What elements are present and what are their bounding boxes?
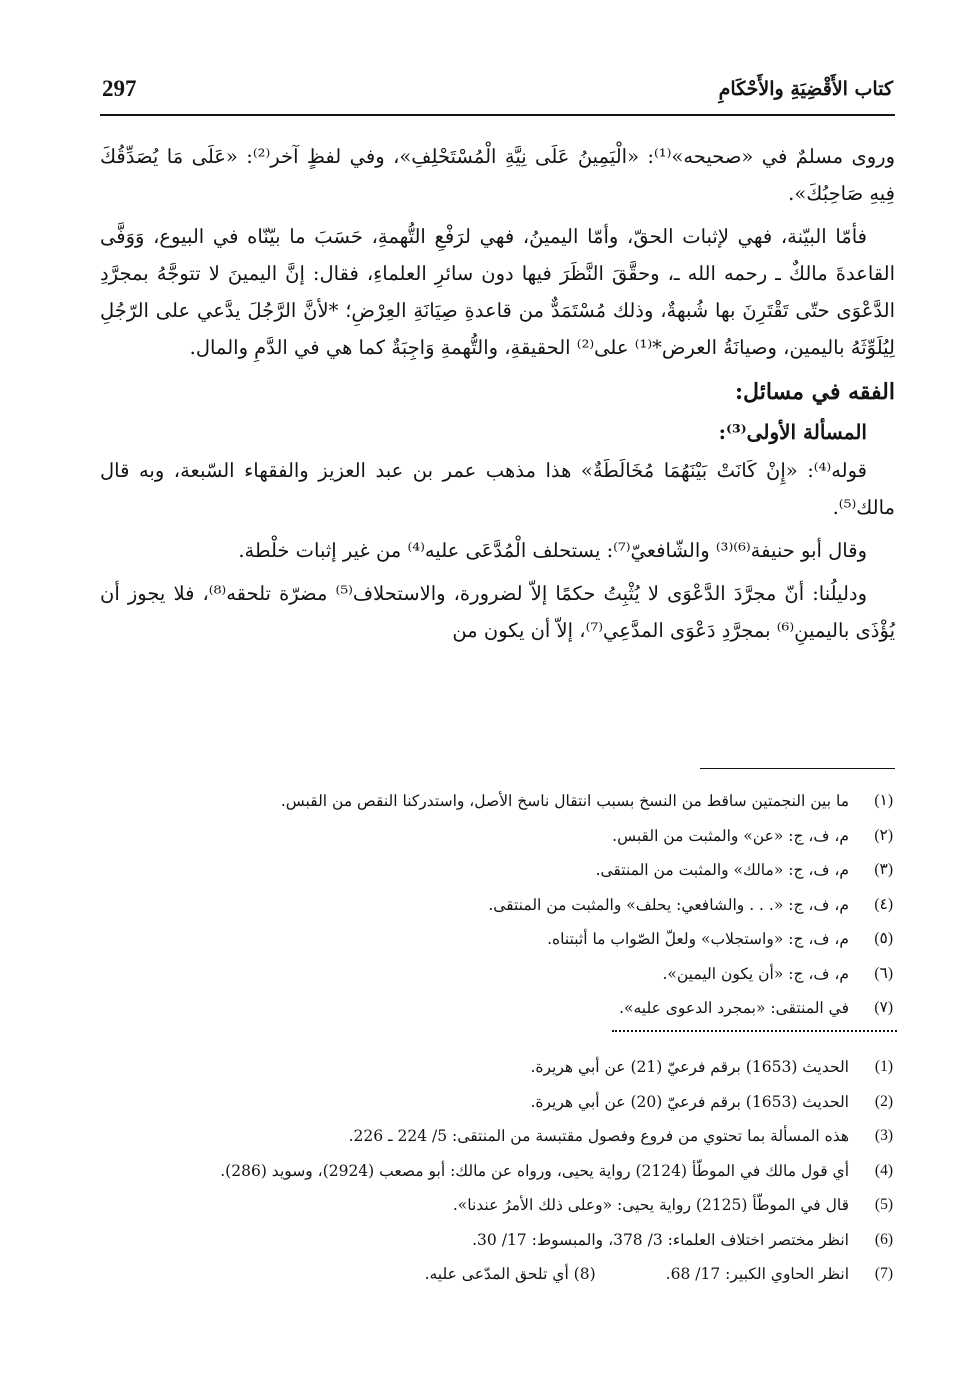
page-header (100, 74, 895, 116)
footnote (100, 1257, 893, 1292)
paragraph: وروى مسلمٌ في «صحيحه»⁽¹⁾: «الْيَمِينُ عَلَى نِيَّةِ الْمُسْتَحْلِفِ»، وفي لفظٍ آخر⁽²⁾: «عَلَى مَا يُصَدِّقُكَ فِيهِ صَاحِبُكَ». (100, 145, 895, 205)
footnote (100, 1223, 893, 1258)
footnote (100, 853, 893, 888)
footnote (100, 888, 893, 923)
footnote-text: الحديث (1653) برقم فرعيّ (20) عن أبي هريرة. (530, 1092, 849, 1111)
footnote-separator (700, 768, 895, 769)
section-heading: الفقه في مسائل: (734, 379, 895, 405)
paragraph: ودليلُنا: أنّ مجرَّدَ الدَّعْوَى لا يُثْبِتُ حكمًا إلاّ لضرورة، والاستحلاف⁽⁵⁾ مضرّة تلحقه⁽⁸⁾، فلا يجوز أن يُؤْذَى باليمينِ⁽⁶⁾ بمجرَّدِ دَعْوَى المدَّعِي⁽⁷⁾، إلاّ أن يكون من (100, 582, 895, 642)
footnote-text: ما بين النجمتين ساقط من النسخ بسبب انتقال ناسخ الأصل، واستدركنا النقص من القبس. (280, 792, 849, 810)
footnote (100, 1119, 893, 1154)
source-footnotes (100, 1050, 893, 1292)
footnote (100, 1085, 893, 1120)
paragraph: وقال أبو حنيفة⁽⁶⁾⁽³⁾ والشّافعيّ⁽⁷⁾: يستحلف الْمُدَّعَى عليه⁽⁴⁾ من غير إثبات خلْطة. (238, 539, 867, 562)
footnote-text: م، ف، ج: «مالك» والمثبت من المنتقى. (595, 861, 849, 879)
footnote (100, 957, 893, 992)
footnote-number: (٧) (874, 999, 893, 1016)
main-text (100, 138, 895, 655)
footnote (100, 1154, 893, 1189)
paragraph: فأمّا البيّنة، فهي لإثبات الحقّ، وأمّا اليمينُ، فهي لرَفْعِ التُّهمةِ، حَسَبَ ما بيّنّاه في البيوع، وَوَفَّى القاعدةَ مالكٌ ـ رحمه الله ـ، وحقَّقَ النَّظَرَ فيها دون سائرِ العلماءِ، فقال: إنَّ اليمينَ لا تتوجَّهُ بمجرَّدِ الدَّعْوَى حتّى تَقْتَرِنَ بها شُبهةٌ، وذلك مُسْتَمَدٌّ من قاعدةِ صِيَانَةِ العِرْضِ؛ *لأنَّ الرَّجُلَ يدَّعي على الرّجُلِ لِيُلَوِّثَهُ باليمين، وصيانَةُ العرض*⁽¹⁾ على⁽²⁾ الحقيقةِ، والتُّهمةِ وَاجِبَةٌ كما هي في الدَّمِ والمال. (100, 225, 895, 359)
footnote-text: انظر الحاوي الكبير: 17/ 68. (665, 1265, 849, 1283)
footnote (100, 991, 893, 1026)
footnote-number: (7) (874, 1265, 893, 1282)
footnote-text: م، ف، ج: «. . . والشافعي: يحلف» والمثبت من المنتقى. (488, 895, 849, 914)
footnote-number: (1) (874, 1058, 893, 1075)
footnote-text: الحديث (1653) برقم فرعيّ (21) عن أبي هريرة. (530, 1058, 849, 1076)
running-head: كتاب الأَقْضِيَةِ والأَحْكَامِ (718, 78, 893, 100)
subsection-heading: المسألة الأولى⁽³⁾: (718, 420, 867, 444)
footnote (100, 784, 893, 819)
footnote-number: (3) (874, 1127, 893, 1144)
dotted-separator (612, 1030, 897, 1032)
footnote-number: (٤) (874, 895, 893, 913)
footnote-text: هذه المسألة بما تحتوي من فروع وفصول مقتبسة من المنتقى: 5/ 224 ـ 226. (348, 1127, 849, 1145)
footnote-text: انظر مختصر اختلاف العلماء: 3/ 378، والمبسوط: 17/ 30. (472, 1230, 849, 1249)
apparatus-footnotes (100, 784, 893, 1026)
footnote-text: في المنتقى: «بمجرد الدعوى عليه». (619, 999, 849, 1017)
footnote-number: (٣) (874, 861, 893, 878)
footnote (100, 1050, 893, 1085)
footnote-number: (4) (874, 1161, 893, 1179)
footnote-text: م، ف، ج: «عن» والمثبت من القبس. (612, 826, 849, 845)
footnote (100, 1188, 893, 1223)
footnote-number: (٢) (874, 826, 893, 844)
footnote-text: قال في الموطّأ (2125) رواية يحيى: «وعلى ذلك الأمرُ عندنا». (452, 1196, 849, 1214)
footnote-number: (٥) (874, 930, 893, 947)
footnote-number: (١) (874, 792, 893, 809)
footnote (100, 922, 893, 957)
footnote (100, 819, 893, 854)
page-number: 297 (102, 76, 137, 101)
footnote-inline-extra: (8) أي تلحق المدّعى عليه. (424, 1265, 596, 1283)
footnote-text: أي قول مالك في الموطّأ (2124) رواية يحيى، ورواه عن مالك: أبو مصعب (2924)، وسويد (286). (220, 1161, 849, 1180)
footnote-number: (٦) (874, 964, 893, 982)
footnote-number: (6) (874, 1230, 893, 1248)
footnote-number: (5) (874, 1196, 893, 1213)
footnote-text: م، ف، ج: «واستجلاب» ولعلّ الصّواب ما أثبتناه. (547, 930, 849, 948)
footnote-number: (2) (874, 1092, 893, 1110)
paragraph: قوله⁽⁴⁾: «إِنْ كَانَتْ بَيْنَهُمَا مُخَالَطَةٌ» هذا مذهب عمر بن عبد العزيز والفقهاء السّبعة، وبه قال مالك⁽⁵⁾. (100, 459, 895, 519)
footnote-text: م، ف، ج: «أن يكون اليمين». (662, 964, 849, 983)
